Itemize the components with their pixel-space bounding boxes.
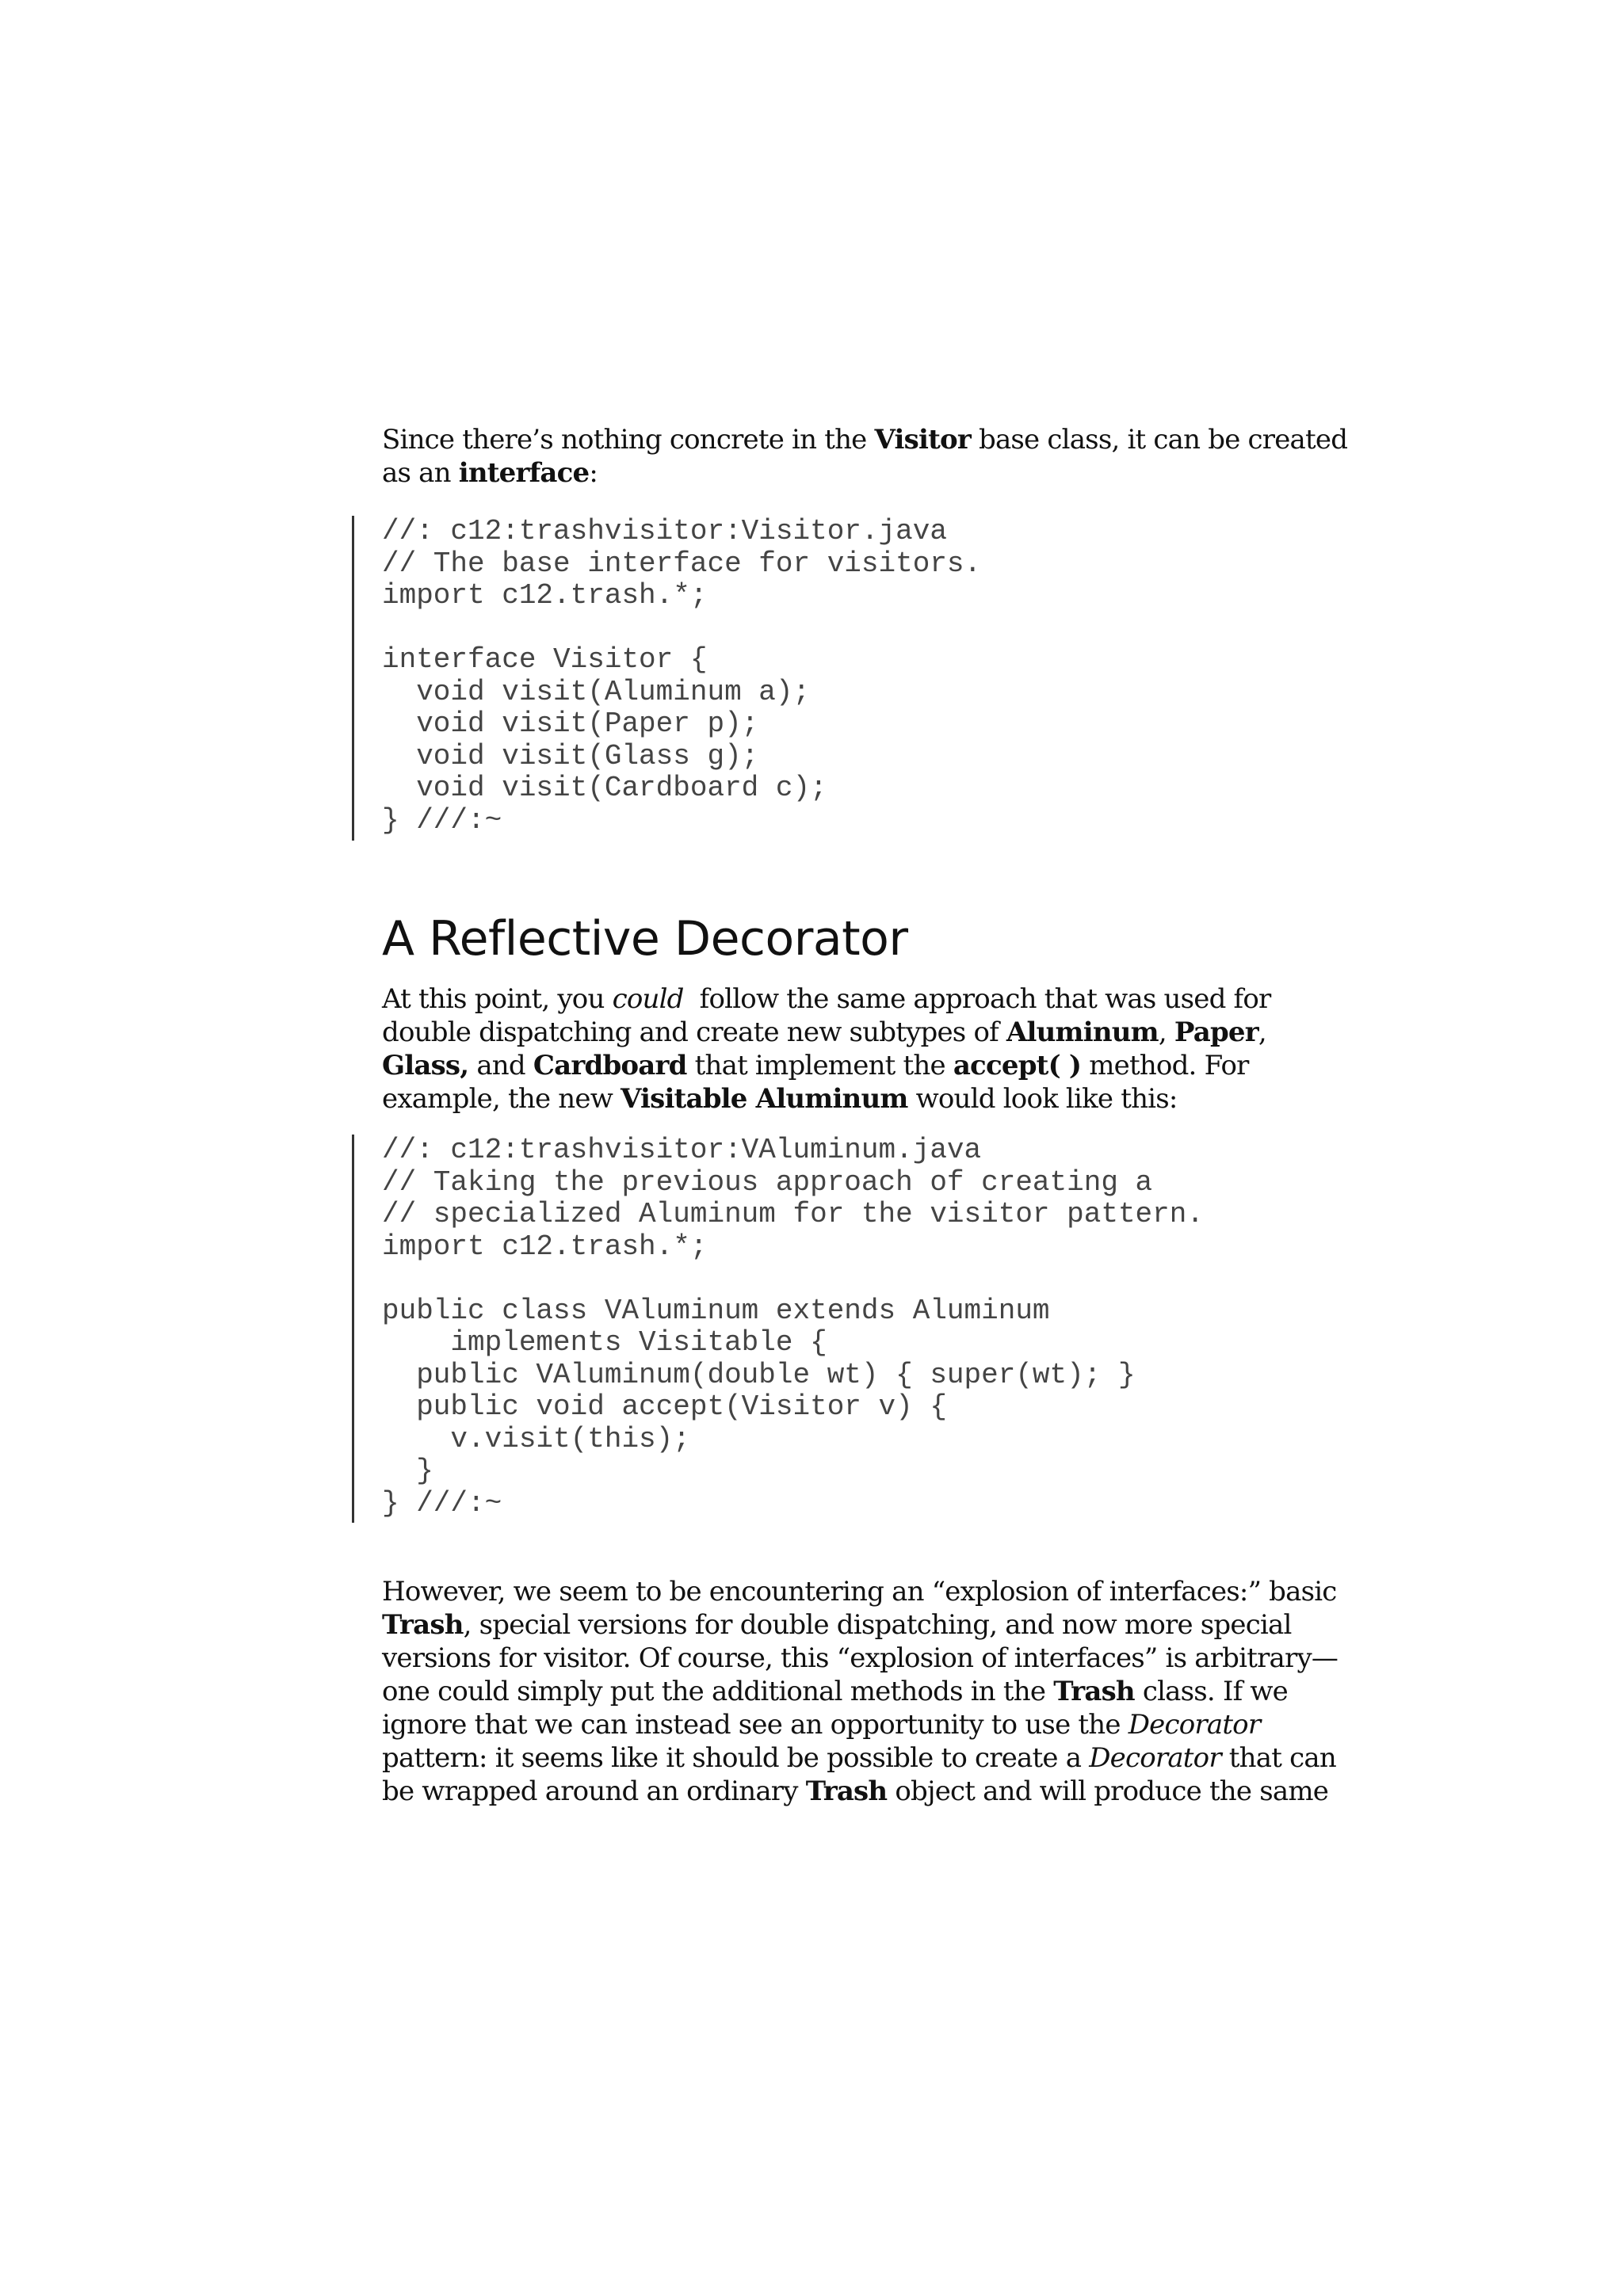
closing-line-4: one could simply put the additional methods in the Trash class. If we — [382, 1676, 1288, 1707]
code-block-valuminum — [382, 1135, 1333, 1520]
code-line: // specialized Aluminum for the visitor pattern. — [382, 1198, 1204, 1230]
code-line: interface Visitor { — [382, 643, 708, 676]
intro-line-2: as an interface: — [382, 457, 598, 489]
code-line: } ///:~ — [382, 803, 502, 837]
closing-line-5: ignore that we can instead see an opportunity to use the Decorator — [382, 1709, 1261, 1741]
decorator-line-2: double dispatching and create new subtypes of Aluminum, Paper, — [382, 1016, 1266, 1048]
code-block-visitor — [382, 516, 1333, 837]
code-change-bar — [352, 516, 354, 841]
closing-line-6: pattern: it seems like it should be possible to create a Decorator that can — [382, 1742, 1336, 1774]
closing-line-3: versions for visitor. Of course, this “explosion of interfaces” is arbitrary— — [382, 1642, 1338, 1674]
code-line: } — [382, 1455, 433, 1487]
code-line: implements Visitable { — [382, 1326, 827, 1359]
decorator-paragraph — [382, 982, 1333, 1116]
code-line — [382, 612, 1333, 645]
code-line: // The base interface for visitors. — [382, 547, 982, 580]
intro-line-1: Since there’s nothing concrete in the Visitor base class, it can be created — [382, 424, 1348, 456]
code-line: public VAluminum(double wt) { super(wt); } — [382, 1358, 1136, 1391]
decorator-line-3: Glass, and Cardboard that implement the accept( ) method. For — [382, 1050, 1249, 1081]
code-line: void visit(Glass g); — [382, 739, 759, 772]
code-line: v.visit(this); — [382, 1422, 690, 1455]
code-change-bar — [352, 1135, 354, 1523]
closing-line-7: be wrapped around an ordinary Trash object and will produce the same — [382, 1775, 1329, 1807]
code-line: void visit(Paper p); — [382, 707, 759, 740]
intro-paragraph — [382, 423, 1348, 490]
code-line: // Taking the previous approach of creating a — [382, 1165, 1153, 1199]
code-line: void visit(Aluminum a); — [382, 675, 811, 708]
code-line: //: c12:trashvisitor:VAluminum.java — [382, 1134, 982, 1166]
closing-paragraph — [382, 1575, 1338, 1808]
code-line: public class VAluminum extends Aluminum — [382, 1294, 1050, 1327]
code-line: } ///:~ — [382, 1486, 502, 1520]
decorator-line-1: At this point, you could follow the same approach that was used for — [382, 983, 1271, 1015]
decorator-line-4: example, the new Visitable Aluminum would look like this: — [382, 1083, 1178, 1115]
closing-line-2: Trash, special versions for double dispatching, and now more special — [382, 1609, 1292, 1641]
code-line: public void accept(Visitor v) { — [382, 1390, 947, 1423]
code-line: void visit(Cardboard c); — [382, 772, 827, 804]
code-line — [382, 1263, 1333, 1295]
code-line: import c12.trash.*; — [382, 1230, 708, 1263]
code-line: //: c12:trashvisitor:Visitor.java — [382, 515, 947, 547]
section-heading: A Reflective Decorator — [382, 911, 908, 967]
code-line: import c12.trash.*; — [382, 579, 708, 612]
closing-line-1: However, we seem to be encountering an “explosion of interfaces:” basic — [382, 1576, 1337, 1608]
